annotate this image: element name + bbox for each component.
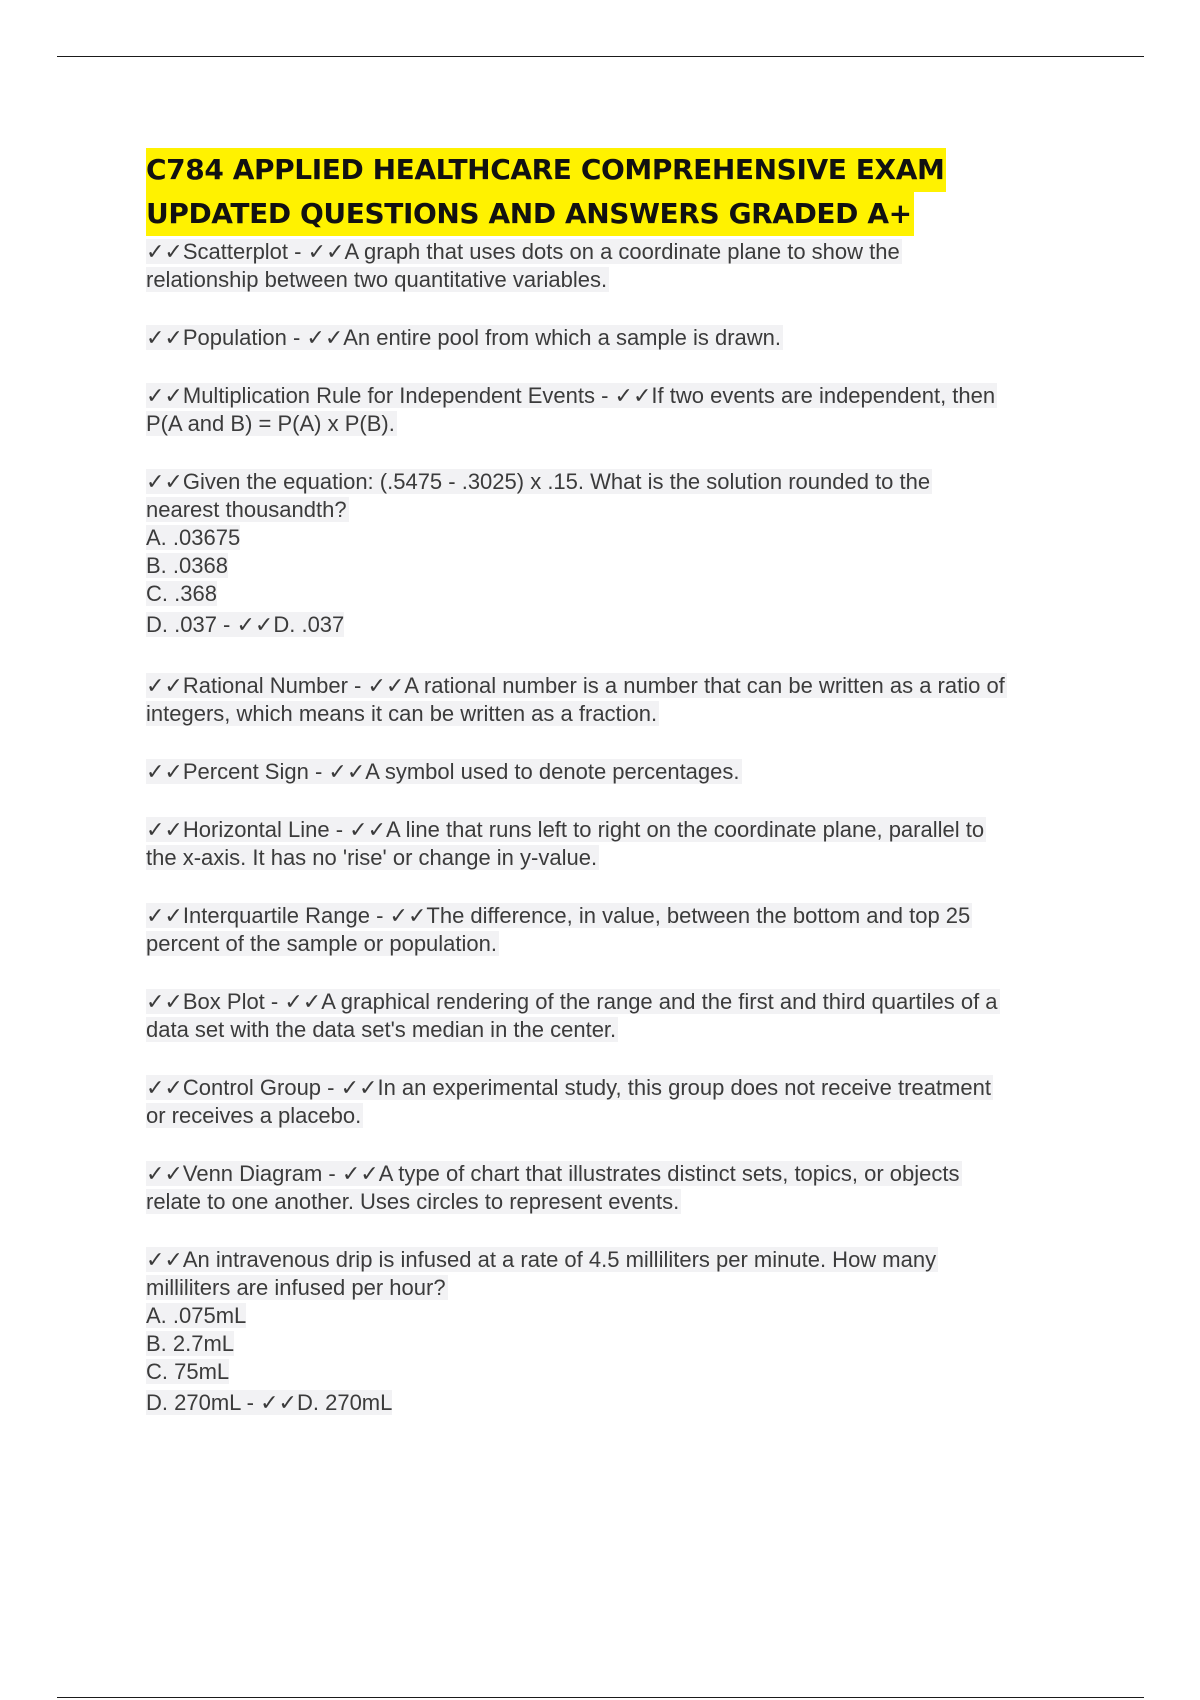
answer-option [146,580,1096,608]
qa-line [146,758,1096,786]
qa-line [146,266,1096,294]
title-line-2: UPDATED QUESTIONS AND ANSWERS GRADED A+ [146,192,914,236]
answer-option [146,608,1096,642]
answer-option-text: D. .037 - ✓✓D. .037 [146,612,345,637]
qa-line-text: ✓✓Venn Diagram - ✓✓A type of chart that illustrates distinct sets, topics, or objects [146,1161,960,1186]
qa-line [146,1160,1096,1188]
qa-line-text: ✓✓Scatterplot - ✓✓A graph that uses dots on a coordinate plane to show the [146,239,900,264]
qa-entry [146,238,1096,294]
qa-line-text: ✓✓Control Group - ✓✓In an experimental study, this group does not receive treatment [146,1075,991,1100]
qa-entry [146,382,1096,438]
qa-entry [146,902,1096,958]
qa-entry [146,1074,1096,1130]
answer-option-text: B. .0368 [146,553,228,578]
document-body [146,148,1096,1450]
qa-entry [146,758,1096,786]
qa-line [146,988,1096,1016]
qa-entry-multiple-choice [146,1246,1096,1420]
qa-line [146,1274,1096,1302]
qa-line-text: ✓✓Horizontal Line - ✓✓A line that runs left to right on the coordinate plane, parallel to [146,817,985,842]
answer-option [146,1358,1096,1386]
answer-option [146,1386,1096,1420]
header-rule [57,56,1144,57]
answer-option-text: C. 75mL [146,1359,230,1384]
qa-line [146,410,1096,438]
qa-line-text: ✓✓Population - ✓✓An entire pool from which a sample is drawn. [146,325,782,350]
qa-line-text: or receives a placebo. [146,1103,362,1128]
document-title [146,148,1096,236]
qa-entry [146,988,1096,1044]
qa-line [146,844,1096,872]
answer-options [146,524,1096,642]
qa-list [146,238,1096,1420]
answer-option-text: B. 2.7mL [146,1331,235,1356]
answer-option [146,1302,1096,1330]
title-line-1: C784 APPLIED HEALTHCARE COMPREHENSIVE EXAM [146,148,946,192]
answer-option-text: D. 270mL - ✓✓D. 270mL [146,1390,393,1415]
qa-line-text: P(A and B) = P(A) x P(B). [146,411,395,436]
qa-entry [146,324,1096,352]
answer-option [146,524,1096,552]
qa-line-text: ✓✓Interquartile Range - ✓✓The difference, in value, between the bottom and top 25 [146,903,971,928]
answer-option-text: C. .368 [146,581,217,606]
qa-line-text: nearest thousandth? [146,497,347,522]
qa-line [146,816,1096,844]
qa-line-text: ✓✓Percent Sign - ✓✓A symbol used to denote percentages. [146,759,740,784]
qa-line [146,672,1096,700]
answer-option [146,552,1096,580]
qa-line-text: data set with the data set's median in the center. [146,1017,617,1042]
qa-line-text: relationship between two quantitative variables. [146,267,608,292]
qa-line [146,468,1096,496]
qa-entry [146,1160,1096,1216]
qa-line-text: relate to one another. Uses circles to represent events. [146,1189,680,1214]
qa-line-text: ✓✓Rational Number - ✓✓A rational number is a number that can be written as a ratio of [146,673,1005,698]
answer-option-text: A. .03675 [146,525,241,550]
qa-line-text: ✓✓Given the equation: (.5475 - .3025) x .15. What is the solution rounded to the [146,469,931,494]
qa-line-text: percent of the sample or population. [146,931,498,956]
qa-line [146,496,1096,524]
qa-line [146,700,1096,728]
qa-line-text: the x-axis. It has no 'rise' or change in y-value. [146,845,598,870]
qa-line [146,382,1096,410]
qa-line [146,324,1096,352]
qa-line [146,1246,1096,1274]
answer-option [146,1330,1096,1358]
qa-line [146,902,1096,930]
qa-line [146,1188,1096,1216]
qa-line-text: ✓✓Box Plot - ✓✓A graphical rendering of the range and the first and third quartiles of a [146,989,998,1014]
qa-line-text: ✓✓An intravenous drip is infused at a rate of 4.5 milliliters per minute. How many [146,1247,937,1272]
answer-option-text: A. .075mL [146,1303,247,1328]
answer-options [146,1302,1096,1420]
qa-entry-multiple-choice [146,468,1096,642]
qa-line-text: ✓✓Multiplication Rule for Independent Events - ✓✓If two events are independent, then [146,383,996,408]
qa-line-text: milliliters are infused per hour? [146,1275,446,1300]
qa-line [146,1074,1096,1102]
qa-line [146,930,1096,958]
qa-line [146,1102,1096,1130]
qa-entry [146,816,1096,872]
qa-line [146,238,1096,266]
qa-line [146,1016,1096,1044]
footer-rule [57,1697,1144,1698]
qa-entry [146,672,1096,728]
qa-line-text: integers, which means it can be written as a fraction. [146,701,658,726]
